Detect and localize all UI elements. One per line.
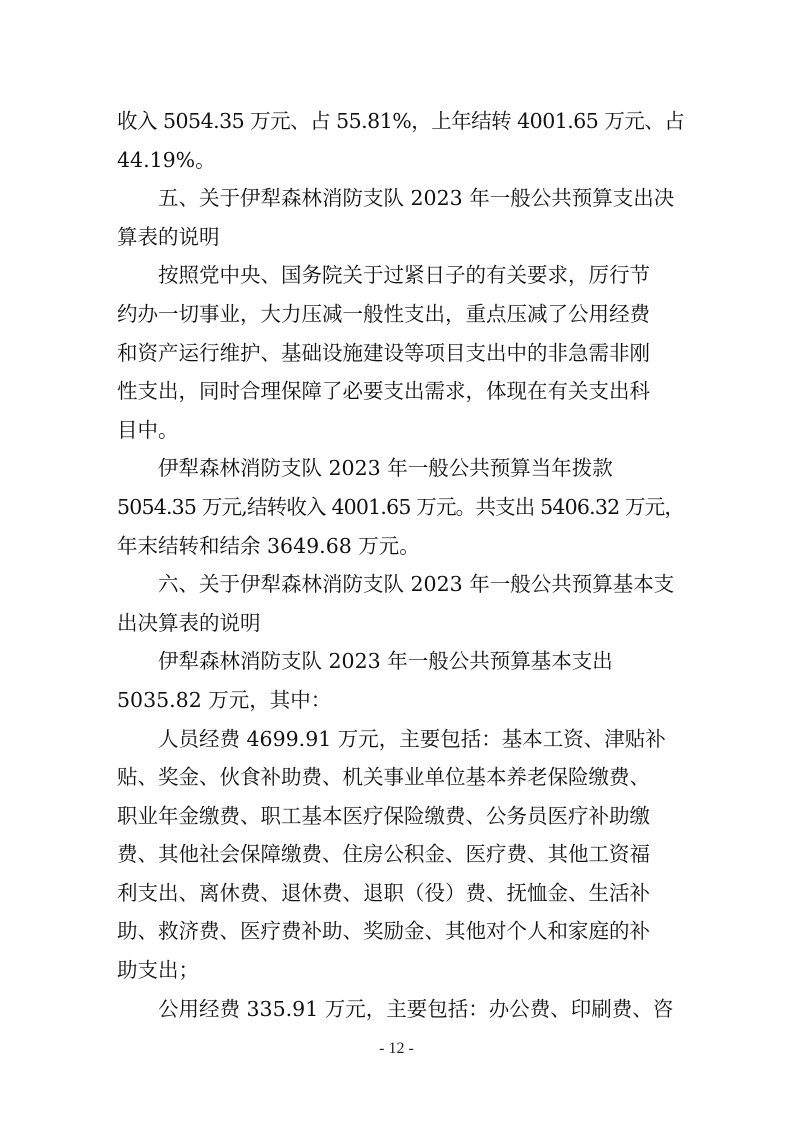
text-line: 约办一切事业，大力压减一般性支出，重点压减了公用经费	[117, 301, 650, 326]
paragraph-public-expenses	[117, 990, 685, 1029]
text-line: 五、关于伊犁森林消防支队 2023 年一般公共预算支出决	[158, 186, 675, 211]
paragraph-budget-revenue-share	[117, 102, 685, 179]
text-line: 费、其他社会保障缴费、住房公积金、医疗费、其他工资福	[117, 842, 650, 867]
text-line: 算表的说明	[117, 224, 220, 249]
text-line: 贴、奖金、伙食补助费、机关事业单位基本养老保险缴费、	[117, 765, 650, 790]
text-line: 按照党中央、国务院关于过紧日子的有关要求，厉行节	[158, 263, 650, 288]
paragraph-personnel-expenses	[117, 720, 685, 990]
text-line: 人员经费 4699.91 万元，主要包括：基本工资、津贴补	[158, 726, 666, 751]
text-line: 5054.35 万元,结转收入 4001.65 万元。共支出 5406.32 万元，	[117, 494, 685, 519]
text-line: 目中。	[117, 417, 179, 442]
text-line: 利支出、离休费、退休费、退职（役）费、抚恤金、生活补	[117, 880, 650, 905]
paragraph-basic-expenditure	[117, 642, 685, 719]
text-line: 5035.82 万元，其中：	[117, 687, 332, 712]
text-line: 职业年金缴费、职工基本医疗保险缴费、公务员医疗补助缴	[117, 803, 650, 828]
page-number: - 12 -	[379, 1040, 414, 1057]
text-line: 性支出，同时合理保障了必要支出需求，体现在有关支出科	[117, 379, 650, 404]
document-body	[117, 102, 685, 1028]
paragraph-appropriation-summary	[117, 449, 685, 565]
text-line: 助、救济费、医疗费补助、奖励金、其他对个人和家庭的补	[117, 919, 650, 944]
text-line: 44.19%。	[117, 147, 216, 172]
text-line: 伊犁森林消防支队 2023 年一般公共预算当年拨款	[158, 456, 613, 481]
text-line: 公用经费 335.91 万元，主要包括：办公费、印刷费、咨	[158, 996, 674, 1021]
text-line: 伊犁森林消防支队 2023 年一般公共预算基本支出	[158, 649, 613, 674]
text-line: 收入 5054.35 万元、占 55.81%，上年结转 4001.65 万元、占	[117, 109, 685, 133]
section-heading-five	[117, 179, 685, 256]
paragraph-austerity-policy	[117, 256, 685, 449]
text-line: 出决算表的说明	[117, 610, 261, 635]
text-line: 年末结转和结余 3649.68 万元。	[117, 533, 420, 558]
text-line: 六、关于伊犁森林消防支队 2023 年一般公共预算基本支	[158, 572, 675, 597]
text-line: 助支出；	[117, 958, 199, 983]
text-line: 和资产运行维护、基础设施建设等项目支出中的非急需非刚	[117, 340, 650, 365]
section-heading-six	[117, 565, 685, 642]
